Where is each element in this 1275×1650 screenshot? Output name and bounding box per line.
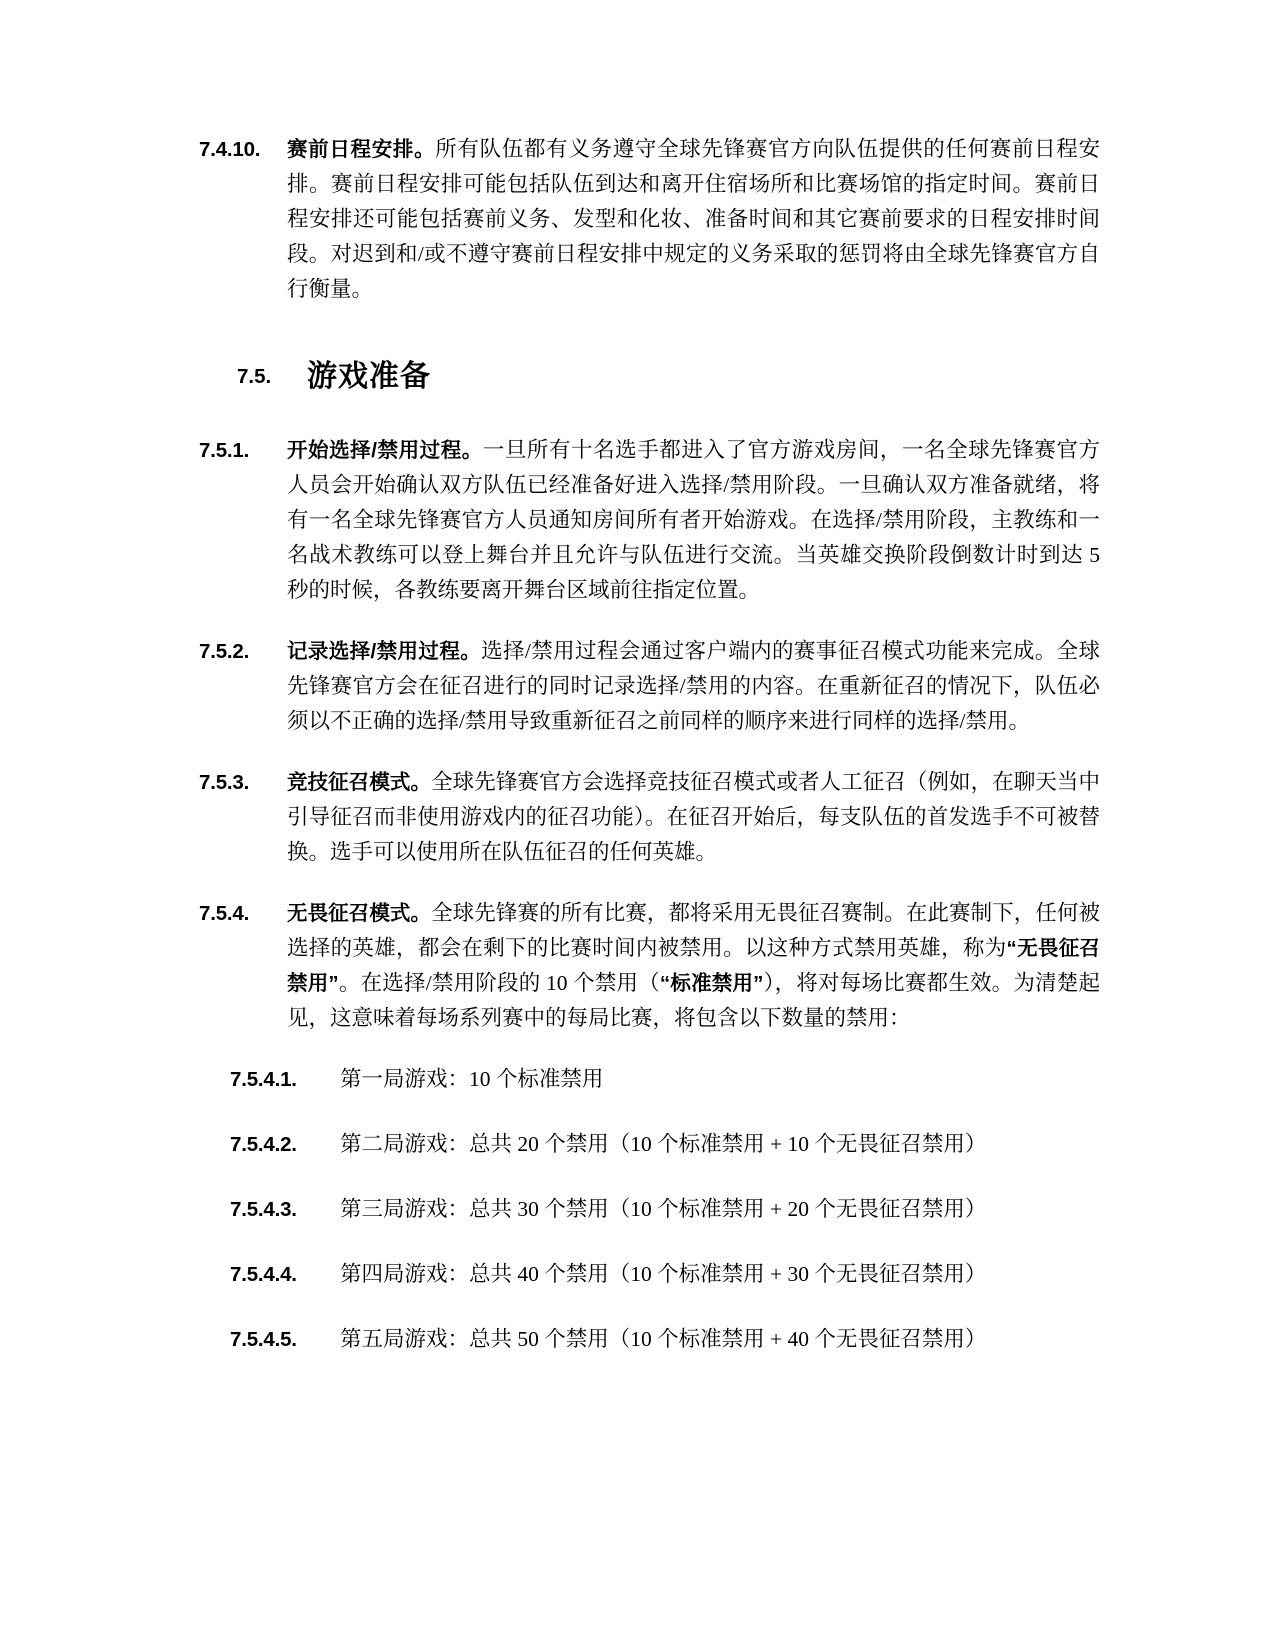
clause-text-part-2: 。在选择/禁用阶段的 10 个禁用（ — [338, 971, 660, 995]
clause-text: 一旦所有十名选手都进入了官方游戏房间，一名全球先锋赛官方人员会开始确认双方队伍已经准备好进入选择/禁用阶段。一旦确认双方准备就绪，将有一名全球先锋赛官方人员通知房间所有者开始游戏。在选择/禁用阶段，主教练和一名战术教练可以登上舞台并且允许与队伍进行交流。当英雄交换阶段倒数计时到达 5 秒的时候，各教练要离开舞台区域前往指定位置。 — [287, 438, 1100, 602]
heading-spacer-top — [0, 333, 1275, 355]
clause-lead: 开始选择/禁用过程。 — [287, 439, 483, 462]
clause-body: 第五局游戏：总共 50 个禁用（10 个标准禁用 + 40 个无畏征召禁用） — [340, 1327, 987, 1351]
clause-text: 全球先锋赛官方会选择竞技征召模式或者人工征召（例如，在聊天当中引导征召而非使用游戏内的征召功能）。在征召开始后，每支队伍的首发选手不可被替换。选手可以使用所在队伍征召的任何英雄。 — [287, 770, 1101, 864]
heading-spacer-bottom — [0, 423, 1275, 433]
clause-7-5-4-3 — [0, 1192, 1275, 1227]
clause-7-4-10 — [0, 132, 1275, 307]
clause-body — [287, 896, 1100, 1036]
clause-number: 7.5.4.3. — [230, 1198, 297, 1221]
page-title: 游戏准备 — [307, 360, 431, 393]
term-fearless-ban: “无畏征召禁用” — [287, 937, 1100, 995]
clause-text-part-3: ），将对每场比赛都生效。为清楚起见，这意味着每场系列赛中的每局比赛，将包含以下数量的禁用： — [287, 971, 1100, 1030]
clause-body: 第四局游戏：总共 40 个禁用（10 个标准禁用 + 30 个无畏征召禁用） — [340, 1262, 987, 1286]
clause-7-5-1 — [0, 433, 1275, 608]
clause-text: 所有队伍都有义务遵守全球先锋赛官方向队伍提供的任何赛前日程安排。赛前日程安排可能包括队伍到达和离开住宿场所和比赛场馆的指定时间。赛前日程安排还可能包括赛前义务、发型和化妆、准备时间和其它赛前要求的日程安排时间段。对迟到和/或不遵守赛前日程安排中规定的义务采取的惩罚将由全球先锋赛官方自行衡量。 — [287, 137, 1100, 301]
clause-number: 7.5.1. — [199, 439, 250, 462]
clause-text-part-1: 全球先锋赛的所有比赛，都将采用无畏征召赛制。在此赛制下，任何被选择的英雄，都会在剩下的比赛时间内被禁用。以这种方式禁用英雄，称为 — [287, 901, 1101, 960]
clause-number: 7.4.10. — [199, 138, 261, 161]
clause-7-5-2 — [0, 634, 1275, 739]
term-standard-ban: “标准禁用” — [659, 972, 764, 995]
clause-number: 7.5.4.1. — [230, 1068, 297, 1091]
top-margin — [0, 0, 1275, 132]
clause-lead: 竞技征召模式。 — [287, 771, 432, 794]
clause-7-5-4-4 — [0, 1257, 1275, 1292]
clause-number: 7.5.4. — [199, 902, 250, 925]
clause-lead: 无畏征召模式。 — [287, 902, 432, 925]
clause-number: 7.5.4.5. — [230, 1328, 297, 1351]
section-heading-7-5 — [0, 355, 1275, 399]
clause-7-5-4-5 — [0, 1322, 1275, 1357]
clause-lead: 记录选择/禁用过程。 — [287, 640, 482, 663]
clause-7-5-4-2 — [0, 1127, 1275, 1162]
clause-lead: 赛前日程安排。 — [287, 138, 436, 161]
clause-body — [287, 132, 1100, 307]
clause-body: 第三局游戏：总共 30 个禁用（10 个标准禁用 + 20 个无畏征召禁用） — [340, 1197, 987, 1221]
clause-body: 第一局游戏：10 个标准禁用 — [340, 1067, 604, 1091]
clause-body: 第二局游戏：总共 20 个禁用（10 个标准禁用 + 10 个无畏征召禁用） — [340, 1132, 987, 1156]
clause-number: 7.5.4.2. — [230, 1133, 297, 1156]
clause-body — [287, 765, 1100, 870]
clause-body — [287, 433, 1100, 608]
clause-body — [287, 634, 1100, 739]
clause-7-5-4 — [0, 896, 1275, 1036]
clause-7-5-3 — [0, 765, 1275, 870]
clause-text: 选择/禁用过程会通过客户端内的赛事征召模式功能来完成。全球先锋赛官方会在征召进行的同时记录选择/禁用的内容。在重新征召的情况下，队伍必须以不正确的选择/禁用导致重新征召之前同样的顺序来进行同样的选择/禁用。 — [287, 639, 1100, 733]
clause-number: 7.5.3. — [199, 771, 250, 794]
clause-number: 7.5.4.4. — [230, 1263, 297, 1286]
clause-7-5-4-1 — [0, 1062, 1275, 1097]
clause-number: 7.5.2. — [199, 640, 250, 663]
section-number: 7.5. — [237, 365, 272, 388]
